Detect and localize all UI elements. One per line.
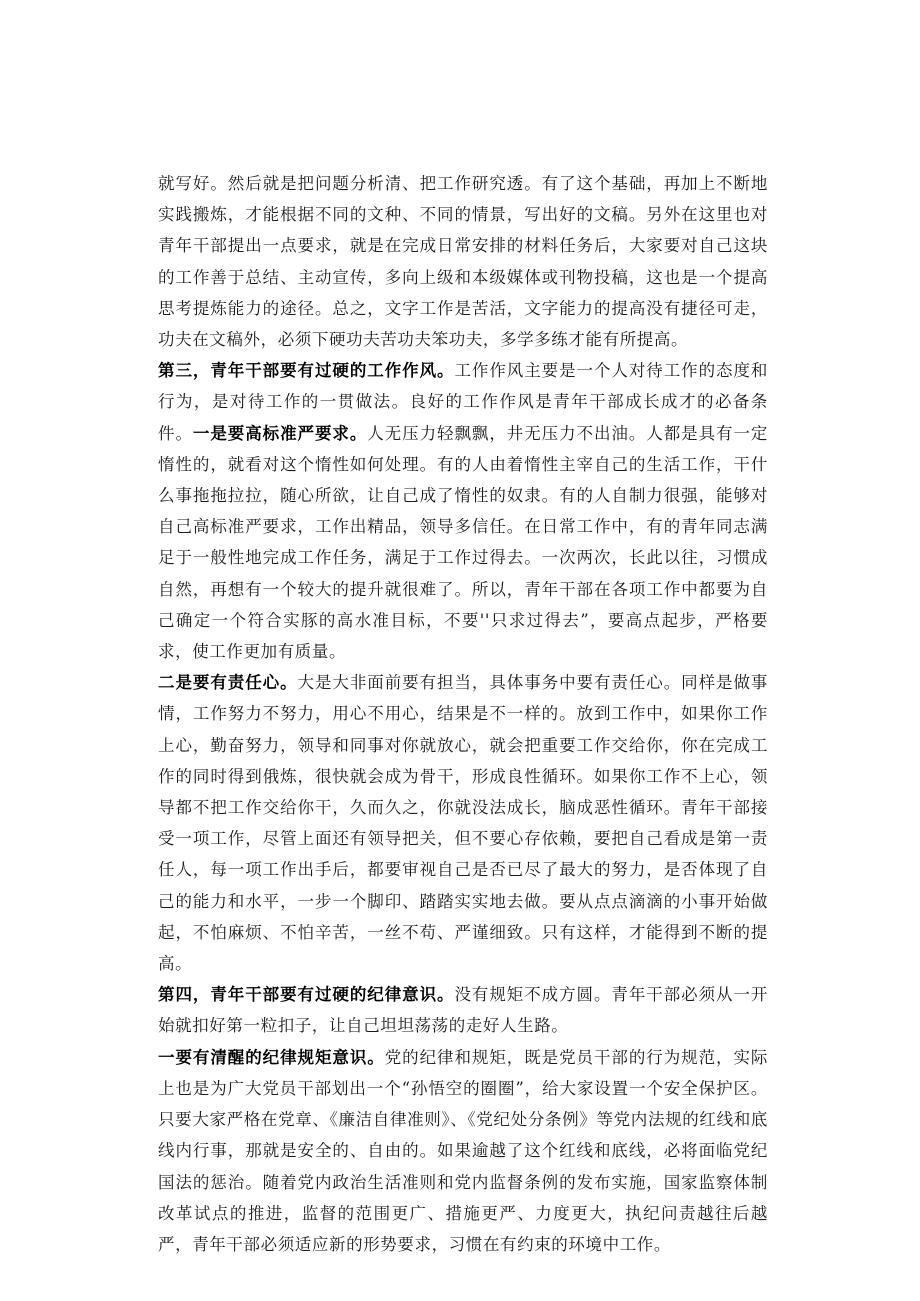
paragraph-rules-awareness [158,1042,768,1260]
paragraph-writing-skills [158,168,768,355]
section-heading-third: 第三，青年干部要有过硬的工作作风。 [158,361,455,381]
paragraph-text: 工作作风主要是一个人对待工作的态度和行为，是对待工作的一贯做法。良好的工作作风是青年干部成长成才的必备条件。 [158,361,768,443]
paragraph-work-style [158,355,768,667]
subheading-rules-awareness: 一要有清醒的纪律规矩意识。 [158,1047,385,1067]
paragraph-responsibility [158,667,768,979]
subheading-responsibility: 二是要有责任心。 [158,673,298,693]
paragraph-text: 人无压力轻飘飘，井无压力不出油。人都是具有一定惰性的，就看对这个惰性如何处理。有的人由着惰性主宰自己的生活工作，干什么事拖拖拉拉，随心所欲，让自己成了惰性的奴隶。有的人自制力很强，能够对自己高标准严要求，工作出精品，领导多信任。在日常工作中，有的青年同志满足于一般性地完成工作任务，满足于工作过得去。一次两次，长此以往，习惯成自然，再想有一个较大的提升就很难了。所以，青年干部在各项工作中都要为自己确定一个符合实豚的高水准目标，不要''只求过得去”，要高点起步，严格要求，使工作更加有质量。 [158,423,769,662]
paragraph-text: 大是大非面前要有担当，具体事务中要有责任心。同样是做事情，工作努力不努力，用心不用心，结果是不一样的。放到工作中，如果你工作上心，勤奋努力，领导和同事对你就放心，就会把重要工作交给你，你在完成工作的同时得到俄炼，很快就会成为骨干，形成良性循环。如果你工作不上心，领导都不把工作交给你干，久而久之，你就没法成长，脑成恶性循环。青年干部接受一项工作，尽管上面还有领导把关，但不要心存依赖，要把自己看成是第一责任人，每一项工作出手后，都要审视自己是否已尽了最大的努力，是否体现了自己的能力和水平，一步一个脚印、踏踏实实地去做。要从点点滴滴的小事开始做起，不怕麻烦、不怕辛苦，一丝不苟、严谨细致。只有这样，才能得到不断的提高。 [158,673,768,974]
section-heading-fourth: 第四，青年干部要有过硬的纪律意识。 [158,985,455,1005]
paragraph-discipline [158,979,768,1041]
paragraph-text: 党的纪律和规矩，既是党员干部的行为规范，实际上也是为广大党员干部划出一个“孙悟空的圈圈”，给大家设置一个安全保护区。只要大家严格在党章、《廉洁自律准则》、《党纪处分条例》等党内法规的红线和底线内行事，那就是安全的、自由的。如果逾越了这个红线和底线，必将面临党纪国法的惩治。随着党内政治生活准则和党内监督条例的发布实施，国家监察体制改革试点的推进，监督的范围更广、措施更严、力度更大，执纪问责越往后越严，青年干部必须适应新的形势要求，习惯在有约束的环境中工作。 [158,1047,768,1254]
subheading-high-standards: 一是要高标准严要求。 [192,423,368,443]
paragraph-text: 就写好。然后就是把问题分析清、把工作研究透。有了这个基础，再加上不断地实践搬炼，才能根据不同的文种、不同的情景，写出好的文稿。另外在这里也对青年干部提出一点要求，就是在完成日常安排的材料任务后，大家要对自己这块的工作善于总结、主动宣传，多向上级和本级媒体或刊物投稿，这也是一个提高思考提炼能力的途径。总之，文字工作是苦活，文字能力的提高没有捷径可走，功夫在文稿外，必须下硬功夫苦功夫笨功夫，多学多练才能有所提高。 [158,174,768,350]
document-body [158,168,768,1260]
paragraph-text: 没有规矩不成方圆。青年干部必须从一开始就扣好第一粒扣子，让自己坦坦荡荡的走好人生路。 [158,985,768,1036]
